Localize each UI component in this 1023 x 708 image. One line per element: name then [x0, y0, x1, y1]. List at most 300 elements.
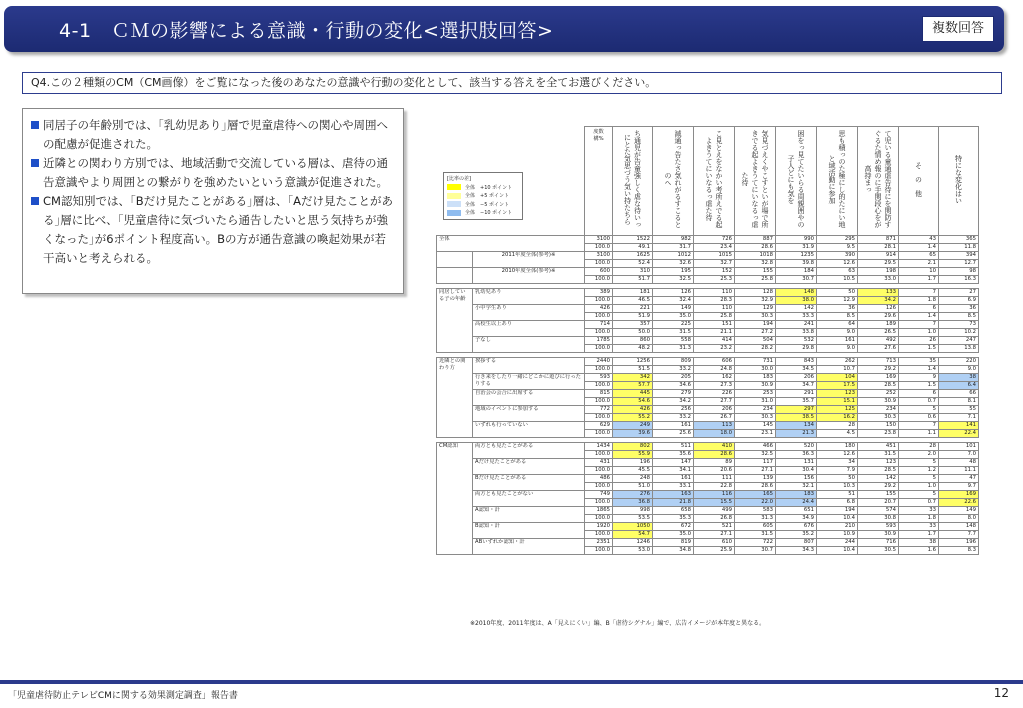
row-spacer [437, 268, 473, 284]
percent-cell: 7.0 [939, 451, 979, 459]
percent-cell: 11.1 [939, 467, 979, 475]
row-label: 子なし [473, 337, 585, 353]
count-cell: 982 [653, 236, 694, 244]
percent-cell: 12.9 [817, 297, 858, 305]
table-row [437, 443, 979, 451]
percent-cell: 28.5 [858, 467, 899, 475]
count-cell: 819 [653, 539, 694, 547]
count-cell: 205 [653, 374, 694, 382]
count-cell: 256 [653, 406, 694, 414]
count-cell: 276 [613, 491, 653, 499]
question-text: Q4.この２種類のCM（CM画像）をご覧になった後のあなたの意識や行動の変化として、該当する答えを全てお選びください。 [22, 72, 1002, 94]
legend-label: 全体 −10 ポイント [465, 210, 513, 217]
count-cell: 394 [939, 252, 979, 260]
count-cell: 126 [653, 289, 694, 297]
count-cell: 169 [858, 374, 899, 382]
column-header-text: こ見とえをなかい考所えでる起よきうてにいなるっ虐た待 [705, 130, 723, 228]
count-cell: 183 [735, 374, 776, 382]
count-cell: 111 [694, 475, 735, 483]
count-cell: 295 [817, 236, 858, 244]
count-cell: 809 [653, 358, 694, 366]
percent-cell: 29.6 [858, 313, 899, 321]
table-row [437, 268, 979, 276]
column-header-text: 気見づえくやこすといが場で所きでる起よきうてにいなるっ虐た待 [741, 130, 769, 228]
count-cell: 234 [735, 406, 776, 414]
count-cell: 1246 [613, 539, 653, 547]
count-cell: 583 [735, 507, 776, 515]
percent-cell: 24.4 [776, 499, 817, 507]
percent-cell: 32.8 [735, 260, 776, 268]
percent-cell: 29.2 [858, 366, 899, 374]
percent-cell: 30.5 [858, 547, 899, 555]
count-cell: 123 [858, 459, 899, 467]
percent-cell: 22.6 [939, 499, 979, 507]
percent-cell: 2.1 [899, 260, 939, 268]
count-cell: 64 [817, 321, 858, 329]
count-cell: 713 [858, 358, 899, 366]
count-cell: 726 [694, 236, 735, 244]
count-cell: 651 [776, 507, 817, 515]
count-cell: 165 [735, 491, 776, 499]
count-cell: 28 [817, 422, 858, 430]
count-cell: 163 [653, 491, 694, 499]
count-cell: 291 [776, 390, 817, 398]
count-cell: 1256 [613, 358, 653, 366]
row-percent-base: 100.0 [585, 244, 613, 252]
table-row [437, 358, 979, 366]
row-percent-base: 100.0 [585, 547, 613, 555]
percent-cell: 7.7 [939, 531, 979, 539]
percent-cell: 16.3 [939, 276, 979, 284]
count-cell: 520 [776, 443, 817, 451]
count-cell: 716 [858, 539, 899, 547]
row-group-label: 同居している子の年齢 [437, 289, 473, 353]
footer-divider [0, 680, 1023, 684]
count-cell: 279 [653, 390, 694, 398]
row-count: 3100 [585, 236, 613, 244]
percent-cell: 9.5 [817, 244, 858, 252]
count-cell: 133 [858, 289, 899, 297]
count-cell: 5 [899, 406, 939, 414]
percent-cell: 34.5 [776, 366, 817, 374]
column-header-text: 減通っ告たさ気れがるすこるとのへ [664, 130, 682, 228]
percent-cell: 20.6 [694, 467, 735, 475]
count-cell: 843 [776, 358, 817, 366]
count-cell: 34 [817, 459, 858, 467]
count-cell: 38 [899, 539, 939, 547]
count-cell: 532 [776, 337, 817, 345]
row-count: 600 [585, 268, 613, 276]
percent-cell: 55.2 [613, 414, 653, 422]
table-row [437, 507, 979, 515]
count-cell: 125 [817, 406, 858, 414]
column-header [817, 127, 858, 236]
count-cell: 310 [613, 268, 653, 276]
percent-cell: 1.0 [899, 329, 939, 337]
count-cell: 110 [694, 305, 735, 313]
count-cell: 7 [899, 321, 939, 329]
percent-cell: 22.0 [735, 499, 776, 507]
row-label: 地域のイベントに参加する [473, 406, 585, 422]
count-cell: 161 [653, 422, 694, 430]
count-cell: 110 [694, 289, 735, 297]
percent-cell: 30.3 [858, 414, 899, 422]
count-cell: 1018 [735, 252, 776, 260]
percent-cell: 34.6 [653, 382, 694, 390]
count-cell: 990 [776, 236, 817, 244]
percent-cell: 30.9 [858, 398, 899, 406]
count-cell: 731 [735, 358, 776, 366]
percent-cell: 32.5 [653, 276, 694, 284]
table-row [437, 289, 979, 297]
count-cell: 210 [817, 523, 858, 531]
percent-cell: 26.8 [694, 515, 735, 523]
percent-cell: 1.4 [899, 366, 939, 374]
row-count: 426 [585, 305, 613, 313]
percent-cell: 54.6 [613, 398, 653, 406]
percent-cell: 8.5 [939, 313, 979, 321]
row-label: A認知・計 [473, 507, 585, 523]
row-label: 小中学生あり [473, 305, 585, 321]
percent-cell: 28.2 [735, 345, 776, 353]
percent-cell: 28.1 [858, 244, 899, 252]
legend-label: 全体 +5 ポイント [465, 193, 509, 200]
percent-cell: 1.8 [899, 515, 939, 523]
percent-cell: 29.8 [776, 345, 817, 353]
percent-cell: 1.2 [899, 467, 939, 475]
row-group-label: 近隣との関わり方 [437, 358, 473, 438]
percent-cell: 25.9 [694, 547, 735, 555]
percent-cell: 1.1 [899, 430, 939, 438]
percent-cell: 1.4 [899, 313, 939, 321]
percent-cell: 34.2 [653, 398, 694, 406]
count-cell: 28 [899, 443, 939, 451]
row-percent-base: 100.0 [585, 499, 613, 507]
percent-cell: 27.1 [735, 467, 776, 475]
count-cell: 150 [858, 422, 899, 430]
findings-box [22, 108, 404, 294]
count-cell: 47 [939, 475, 979, 483]
percent-cell: 16.2 [817, 414, 858, 422]
count-cell: 98 [939, 268, 979, 276]
count-cell: 65 [899, 252, 939, 260]
percent-cell: 18.0 [694, 430, 735, 438]
count-cell: 161 [817, 337, 858, 345]
count-cell: 605 [735, 523, 776, 531]
count-cell: 252 [858, 390, 899, 398]
row-group-label: CM認知 [437, 443, 473, 555]
count-cell: 43 [899, 236, 939, 244]
percent-cell: 23.2 [694, 345, 735, 353]
finding-text: 同居子の年齢別では、｢乳幼児あり｣層で児童虐待への関心や周囲への配慮が促進された。 [43, 118, 388, 151]
percent-cell: 21.3 [776, 430, 817, 438]
count-cell: 35 [899, 358, 939, 366]
percent-cell: 15.5 [694, 499, 735, 507]
count-cell: 126 [858, 305, 899, 313]
percent-cell: 35.3 [653, 515, 694, 523]
count-cell: 117 [735, 459, 776, 467]
table-row [437, 321, 979, 329]
percent-cell: 39.8 [776, 260, 817, 268]
count-cell: 802 [613, 443, 653, 451]
percent-cell: 51.9 [613, 313, 653, 321]
percent-cell: 13.8 [939, 345, 979, 353]
percent-cell: 35.0 [653, 313, 694, 321]
count-cell: 149 [939, 507, 979, 515]
percent-cell: 1.4 [899, 244, 939, 252]
count-cell: 145 [735, 422, 776, 430]
count-cell: 234 [858, 406, 899, 414]
count-cell: 6 [899, 305, 939, 313]
count-cell: 180 [817, 443, 858, 451]
row-group-label: 全体 [437, 236, 585, 252]
percent-cell: 28.5 [858, 382, 899, 390]
table-row [437, 539, 979, 547]
row-label: 自治会の会合に出席する [473, 390, 585, 406]
count-cell: 342 [613, 374, 653, 382]
row-percent-base: 100.0 [585, 260, 613, 268]
count-cell: 50 [817, 475, 858, 483]
count-cell: 606 [694, 358, 735, 366]
percent-cell: 7.9 [817, 467, 858, 475]
count-cell: 511 [653, 443, 694, 451]
count-cell: 593 [858, 523, 899, 531]
count-cell: 9 [899, 374, 939, 382]
column-header [735, 127, 776, 236]
percent-cell: 6.8 [817, 499, 858, 507]
row-count: 389 [585, 289, 613, 297]
percent-cell: 28.3 [694, 297, 735, 305]
count-cell: 27 [939, 289, 979, 297]
percent-cell: 23.8 [858, 430, 899, 438]
count-cell: 116 [694, 491, 735, 499]
percent-cell: 51.7 [613, 276, 653, 284]
table-row [437, 523, 979, 531]
count-cell: 1522 [613, 236, 653, 244]
percent-cell: 33.2 [653, 414, 694, 422]
column-header [858, 127, 899, 236]
count-cell: 152 [694, 268, 735, 276]
percent-cell: 6.4 [939, 382, 979, 390]
percent-cell: 33.3 [776, 313, 817, 321]
count-cell: 63 [817, 268, 858, 276]
count-cell: 247 [939, 337, 979, 345]
count-cell: 156 [776, 475, 817, 483]
row-count: 2440 [585, 358, 613, 366]
legend-label: 全体 −5 ポイント [465, 201, 509, 208]
table-row [437, 305, 979, 313]
count-cell: 51 [817, 491, 858, 499]
count-cell: 181 [613, 289, 653, 297]
row-percent-base: 100.0 [585, 398, 613, 406]
finding-item [31, 154, 397, 192]
legend-swatch [447, 184, 461, 190]
count-cell: 887 [735, 236, 776, 244]
row-count: 1865 [585, 507, 613, 515]
row-count: 3100 [585, 252, 613, 260]
percent-cell: 48.2 [613, 345, 653, 353]
column-header [939, 127, 979, 236]
finding-text: CM認知別では、｢Bだけ見たことがある｣層は、｢Aだけ見たことがある｣層に比べ、｢児童虐待に気づいたら通告したいと思う気持ちが強くなった｣が6ポイント程度高い。Bの方が通告意識の喚起効果が若干高いと考えられる。 [43, 194, 393, 265]
count-cell: 7 [899, 289, 939, 297]
row-label: Aだけ見たことがある [473, 459, 585, 475]
percent-cell: 11.8 [939, 244, 979, 252]
row-count: 2351 [585, 539, 613, 547]
percent-cell: 30.7 [776, 276, 817, 284]
answer-type-badge: 複数回答 [922, 16, 994, 42]
percent-cell: 10.4 [817, 515, 858, 523]
count-cell: 161 [653, 475, 694, 483]
table-row [437, 422, 979, 430]
count-cell: 241 [776, 321, 817, 329]
row-label: ABいずれか認知・計 [473, 539, 585, 555]
finding-item [31, 116, 397, 154]
row-count: 431 [585, 459, 613, 467]
column-header-text: 困をっ見てたいらる周親囲やの子人どにも気を [787, 130, 805, 228]
table-row [437, 459, 979, 467]
percent-cell: 9.7 [939, 483, 979, 491]
percent-cell: 27.3 [694, 382, 735, 390]
legend-swatch [447, 210, 461, 216]
count-cell: 253 [735, 390, 776, 398]
percent-cell: 1.5 [899, 345, 939, 353]
count-cell: 55 [939, 406, 979, 414]
percent-cell: 51.5 [613, 366, 653, 374]
percent-cell: 34.1 [653, 467, 694, 475]
row-percent-base: 100.0 [585, 329, 613, 337]
count-cell: 123 [817, 390, 858, 398]
count-cell: 134 [776, 422, 817, 430]
percent-cell: 33.1 [653, 483, 694, 491]
table-row [437, 491, 979, 499]
percent-cell: 25.3 [694, 276, 735, 284]
row-percent-base: 100.0 [585, 515, 613, 523]
percent-cell: 35.7 [776, 398, 817, 406]
percent-cell: 51.0 [613, 483, 653, 491]
count-cell: 113 [694, 422, 735, 430]
percent-cell: 30.4 [776, 467, 817, 475]
count-cell: 722 [735, 539, 776, 547]
percent-cell: 36.8 [613, 499, 653, 507]
percent-cell: 36.3 [776, 451, 817, 459]
count-cell: 169 [939, 491, 979, 499]
count-cell: 141 [939, 422, 979, 430]
percent-cell: 2.0 [899, 451, 939, 459]
count-cell: 155 [735, 268, 776, 276]
percent-cell: 39.6 [613, 430, 653, 438]
percent-cell: 10.7 [817, 366, 858, 374]
percent-cell: 31.3 [735, 515, 776, 523]
count-cell: 445 [613, 390, 653, 398]
percent-cell: 17.5 [817, 382, 858, 390]
count-cell: 410 [694, 443, 735, 451]
count-cell: 5 [899, 475, 939, 483]
percent-cell: 31.0 [735, 398, 776, 406]
count-cell: 1012 [653, 252, 694, 260]
percent-cell: 46.5 [613, 297, 653, 305]
table-row [437, 252, 979, 260]
count-cell: 189 [858, 321, 899, 329]
percent-cell: 27.1 [694, 531, 735, 539]
row-percent-base: 100.0 [585, 451, 613, 459]
count-cell: 33 [899, 523, 939, 531]
row-percent-base: 100.0 [585, 382, 613, 390]
count-cell: 33 [899, 507, 939, 515]
count-cell: 196 [613, 459, 653, 467]
row-percent-base: 100.0 [585, 297, 613, 305]
legend-item [447, 192, 519, 201]
percent-cell: 12.7 [939, 260, 979, 268]
percent-cell: 53.0 [613, 547, 653, 555]
percent-cell: 30.8 [858, 515, 899, 523]
count-cell: 129 [735, 305, 776, 313]
percent-cell: 34.3 [776, 547, 817, 555]
count-cell: 26 [899, 337, 939, 345]
count-cell: 148 [939, 523, 979, 531]
percent-cell: 10.2 [939, 329, 979, 337]
count-cell: 149 [653, 305, 694, 313]
row-label: 2010年度全体(参考)※ [473, 268, 585, 284]
count-cell: 162 [694, 374, 735, 382]
percent-cell: 1.7 [899, 531, 939, 539]
percent-cell: 30.9 [858, 531, 899, 539]
column-header-text: 思も積っのた極にし的たにい地と域活動に参加 [828, 130, 846, 228]
page-title: 4-1 ＣＭの影響による意識・行動の変化<選択肢回答> [59, 20, 554, 42]
column-header-text: て児いる童通虐告待にを関防すぐるた情め報のに手関段心をが高持まっ [864, 130, 892, 228]
row-percent-base: 100.0 [585, 483, 613, 491]
percent-cell: 30.3 [735, 313, 776, 321]
row-label: 乳幼児あり [473, 289, 585, 305]
percent-cell: 28.6 [735, 483, 776, 491]
row-count: 593 [585, 374, 613, 382]
percent-cell: 32.4 [653, 297, 694, 305]
count-cell: 195 [653, 268, 694, 276]
percent-cell: 35.6 [653, 451, 694, 459]
row-percent-base: 100.0 [585, 276, 613, 284]
percent-cell: 34.7 [776, 382, 817, 390]
count-cell: 390 [817, 252, 858, 260]
percent-cell: 12.6 [817, 451, 858, 459]
percent-cell: 34.2 [858, 297, 899, 305]
percent-cell: 0.6 [899, 414, 939, 422]
percent-cell: 29.2 [858, 483, 899, 491]
legend-swatch [447, 193, 461, 199]
column-header-text: 特にな変化はい [954, 154, 963, 204]
legend-item [447, 209, 519, 218]
count-cell: 365 [939, 236, 979, 244]
count-cell: 142 [776, 305, 817, 313]
count-cell: 142 [858, 475, 899, 483]
row-count: 815 [585, 390, 613, 398]
percent-cell: 27.2 [735, 329, 776, 337]
table-row [437, 337, 979, 345]
count-cell: 451 [858, 443, 899, 451]
row-label: 挨拶する [473, 358, 585, 374]
percent-cell: 0.7 [899, 499, 939, 507]
row-label: B認知・計 [473, 523, 585, 539]
legend-item [447, 200, 519, 209]
count-cell: 249 [613, 422, 653, 430]
percent-cell: 50.0 [613, 329, 653, 337]
percent-cell: 10.3 [817, 483, 858, 491]
percent-cell: 22.8 [694, 483, 735, 491]
count-cell: 38 [939, 374, 979, 382]
percent-cell: 9.0 [817, 345, 858, 353]
count-cell: 244 [817, 539, 858, 547]
percent-cell: 30.9 [735, 382, 776, 390]
count-cell: 183 [776, 491, 817, 499]
row-label: いずれも行っていない [473, 422, 585, 438]
